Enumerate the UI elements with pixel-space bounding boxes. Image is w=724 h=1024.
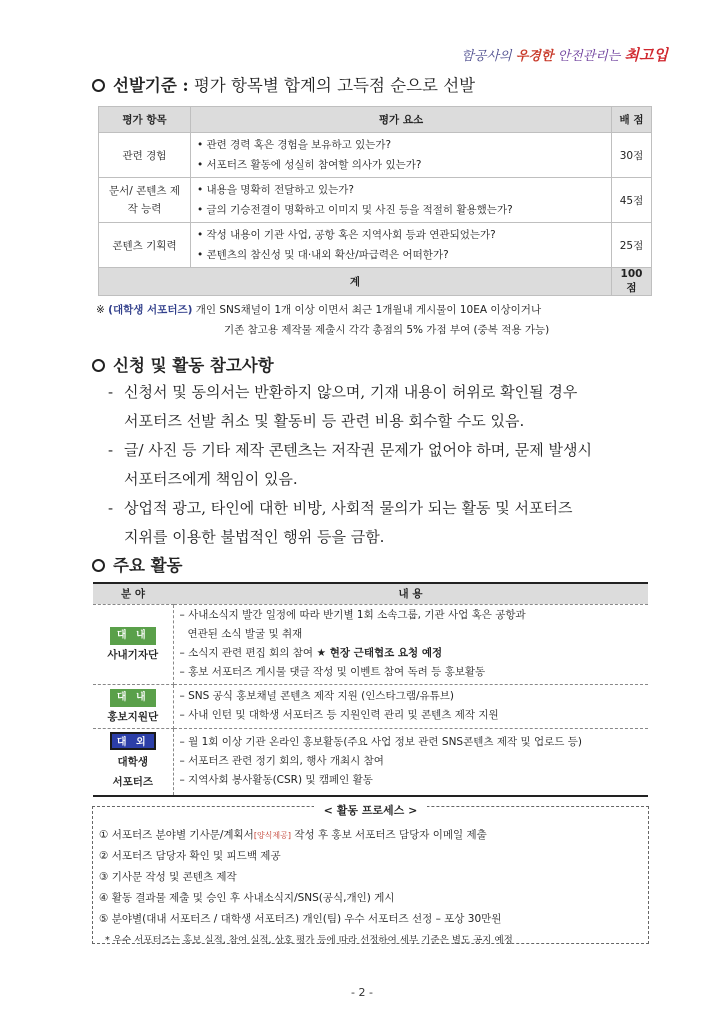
notes-list: - 신청서 및 동의서는 반환하지 않으며, 기재 내용이 허위로 확인될 경우 서포터즈 선발 취소 및 활동비 등 관련 비용 회수할 수도 있음. - 글/ 사진 등 기타 제작 콘텐츠는 저작권 문제가 없어야 하며, 문제 발생시 서포터즈에게 책임이 있음. - 상업적 광고, 타인에 대한 비방, 사회적 물의가 되는 활동 및 서포터즈 지위를 이용한 불법적인 행위 등을 금함.	[108, 378, 668, 552]
activities-heading: 주요 활동	[92, 552, 183, 576]
table-row: 대 내 홍보지원단 – SNS 공식 홍보채널 콘텐츠 제작 지원 (인스타그램/유튜브) – 사내 인턴 및 대학생 서포터즈 등 지원인력 관리 및 콘텐츠 제작 지원	[93, 684, 648, 728]
notes-heading: 신청 및 활동 참고사항	[92, 352, 274, 376]
table-header: 분 야	[93, 583, 173, 604]
footnote: * 우수 서포터즈는 홍보 실적, 참여 실적, 상호 평가 등에 따라 선정하여 세부 기준은 별도 공지 예정	[105, 935, 513, 946]
table-row: 콘텐츠 기획력 • 작성 내용이 기관 사업, 공항 혹은 지역사회 등과 연관되었는가? • 콘텐츠의 참신성 및 대·내외 확산/파급력은 어떠한가? 25점	[99, 223, 652, 268]
table-row: 대 내 사내기자단 – 사내소식지 발간 일정에 따라 반기별 1회 소속그룹, 기관 사업 혹은 공항과 연관된 소식 발굴 및 취재 – 소식지 관련 편집 회의 참여 ★ 현장 근태협조 요청 예정 – 홍보 서포터즈 게시물 댓글 작성 및 이벤트 참여 독려 등 홍보활동	[93, 604, 648, 684]
activities-table	[93, 582, 648, 797]
list-item: ① 서포터즈 분야별 기사문/계획서[양식제공] 작성 후 홍보 서포터즈 담당자 이메일 제출	[99, 829, 487, 841]
table-header: 평가 항목	[99, 107, 191, 133]
list-item: ④ 활동 결과물 제출 및 승인 후 사내소식지/SNS(공식,개인) 게시	[99, 892, 395, 904]
circle-bullet-icon	[92, 359, 105, 372]
page-number: - 2 -	[351, 986, 373, 999]
table-row: 대 외 대학생 서포터즈 – 월 1회 이상 기관 온라인 홍보활동(주요 사업 정보 관련 SNS콘텐츠 제작 및 업로드 등) – 서포터즈 관련 정기 회의, 행사 개최시 참여 – 지역사회 봉사활동(CSR) 및 캠페인 활동	[93, 728, 648, 796]
process-title: < 활동 프로세스 >	[314, 804, 428, 817]
bonus-note-line2: 기존 참고용 제작물 제출시 각각 총점의 5% 가점 부여 (중복 적용 가능)	[224, 324, 550, 336]
evaluation-table	[98, 106, 652, 296]
list-item: - 신청서 및 동의서는 반환하지 않으며, 기재 내용이 허위로 확인될 경우	[108, 383, 578, 401]
list-item: ② 서포터즈 담당자 확인 및 피드백 제공	[99, 850, 281, 862]
list-item: - 상업적 광고, 타인에 대한 비방, 사회적 물의가 되는 활동 및 서포터즈	[108, 499, 573, 517]
table-header: 내 용	[173, 583, 648, 604]
brand-logo: 함공사의 우경한 안전관리는 최고입	[461, 46, 668, 64]
internal-tag: 대 내	[110, 689, 156, 707]
internal-tag: 대 내	[110, 627, 156, 645]
table-row: 관련 경험 • 관련 경력 혹은 경험을 보유하고 있는가? • 서포터즈 활동에 성실히 참여할 의사가 있는가? 30점	[99, 133, 652, 178]
selection-heading: 선발기준 : 평가 항목별 합계의 고득점 순으로 선발	[92, 72, 475, 96]
table-total-row: 계 100점	[99, 268, 652, 296]
list-item: ⑤ 분야별(대내 서포터즈 / 대학생 서포터즈) 개인(팀) 우수 서포터즈 선정 – 포상 30만원	[99, 913, 502, 925]
table-row: 문서/ 콘텐츠 제작 능력 • 내용을 명확히 전달하고 있는가? • 글의 기승전결이 명확하고 이미지 및 사진 등을 적절히 활용했는가? 45점	[99, 178, 652, 223]
bonus-note: ※ (대학생 서포터즈) 개인 SNS채널이 1개 이상 이면서 최근 1개월내 게시물이 10EA 이상이거나	[96, 304, 542, 316]
process-box	[92, 806, 649, 944]
table-header: 배 점	[612, 107, 652, 133]
circle-bullet-icon	[92, 79, 105, 92]
list-item: ③ 기사문 작성 및 콘텐츠 제작	[99, 871, 237, 883]
external-tag: 대 외	[110, 732, 156, 750]
table-header: 평가 요소	[191, 107, 612, 133]
process-steps	[99, 825, 513, 951]
list-item: - 글/ 사진 등 기타 제작 콘텐츠는 저작권 문제가 없어야 하며, 문제 발생시	[108, 441, 592, 459]
circle-bullet-icon	[92, 559, 105, 572]
